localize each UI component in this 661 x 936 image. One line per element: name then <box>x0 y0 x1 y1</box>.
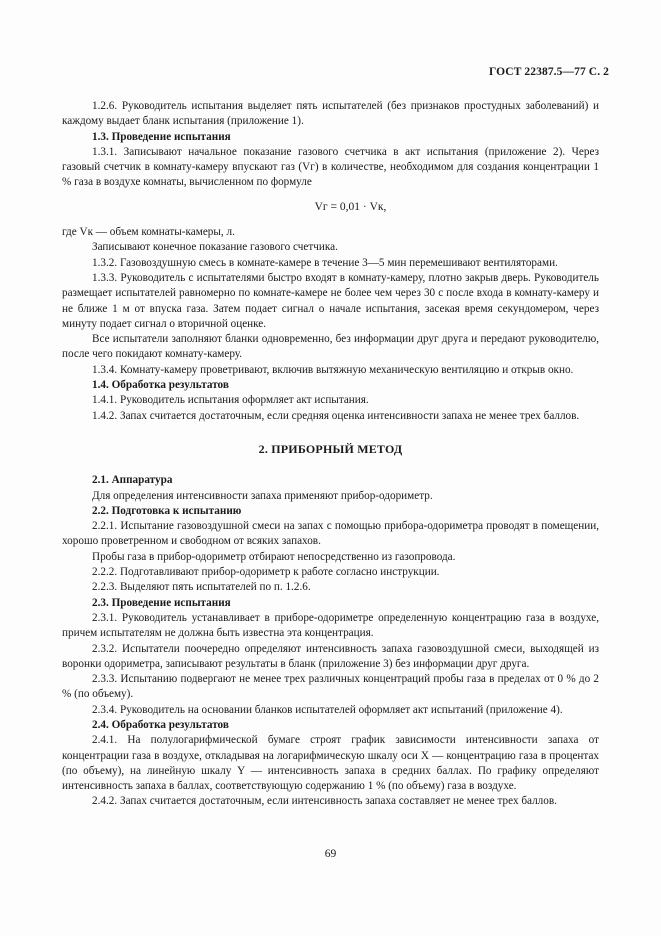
section-title: 2. ПРИБОРНЫЙ МЕТОД <box>258 441 403 456</box>
document-header: ГОСТ 22387.5—77 С. 2 <box>488 66 609 78</box>
paragraph: где Vк — объем комнаты-камеры, л. <box>62 226 235 239</box>
paragraph: 2.2.1. Испытание газовоздушной смеси на запах с помощью прибора-одориметра проводят в помещении, хорошо проветренном и свободном от всяких запахов. <box>62 520 599 548</box>
subsection-heading: 2.3. Проведение испытания <box>92 596 231 609</box>
paragraph: 1.4.1. Руководитель испытания оформляет акт испытания. <box>92 394 369 407</box>
paragraph: Все испытатели заполняют бланки одновременно, без информации друг друга и передают руководителю, после чего покидают комнату-камеру. <box>62 333 599 361</box>
paragraph: 2.2.3. Выделяют пять испытателей по п. 1.2.6. <box>92 581 311 594</box>
paragraph: 2.3.3. Испытанию подвергают не менее трех различных концентраций пробы газа в пределах от 0 % до 2 % (по объему). <box>62 673 599 701</box>
paragraph: 2.4.1. На полулогарифмической бумаге строят график зависимости интенсивности запаха от концентрации газа в воздухе, откладывая на логарифмическую шкалу оси X — концентрацию газа в процентах (по объему), на линейную шкалу Y — интенсивность запаха в средних баллах. По графику определяют интенсивность запаха в баллах, соответствующую содержанию 1 % (по объему) газа в воздухе. <box>62 734 599 793</box>
paragraph: Записывают конечное показание газового счетчика. <box>92 241 338 254</box>
paragraph: 1.3.4. Комнату-камеру проветривают, включив вытяжную механическую вентиляцию и открыв окно. <box>92 363 574 376</box>
paragraph: 1.3.2. Газовоздушную смесь в комнате-камере в течение 3—5 мин перемешивают вентиляторами. <box>92 256 558 269</box>
paragraph: Пробы газа в прибор-одориметр отбирают непосредственно из газопровода. <box>92 550 456 563</box>
paragraph: 2.3.1. Руководитель устанавливает в приборе-одориметре определенную концентрацию газа в воздухе, причем испытателям не должна быть известна эта концентрация. <box>62 611 599 640</box>
paragraph: 2.2.2. Подготавливают прибор-одориметр к работе согласно инструкции. <box>92 566 440 579</box>
page-number: 69 <box>324 848 337 860</box>
subsection-heading: 2.1. Аппаратура <box>92 474 173 487</box>
paragraph: 2.3.2. Испытатели поочередно определяют интенсивность запаха газовоздушной смеси, выходящей из воронки одориметра, записывают результаты в бланк (приложение 3) без информации друг друга. <box>62 642 599 670</box>
subsection-heading: 1.4. Обработка результатов <box>92 379 229 392</box>
paragraph: 2.4.2. Запах считается достаточным, если интенсивность запаха составляет не менее трех баллов. <box>92 795 557 808</box>
paragraph: 2.3.4. Руководитель на основании бланков испытателей оформляет акт испытаний (приложение 4). <box>92 703 563 716</box>
paragraph: 1.2.6. Руководитель испытания выделяет пять испытателей (без признаков простудных заболеваний) и каждому выдает бланк испытания (приложение 1). <box>62 100 599 128</box>
subsection-heading: 1.3. Проведение испытания <box>92 130 231 143</box>
paragraph: 1.3.3. Руководитель с испытателями быстро входят в комнату-камеру, плотно закрыв дверь. Руководитель размещает испытателей равномерно по комнате-камере не более чем через 30 с после входа в комнату-камеру и не ближе 1 м от впуска газа. Затем подает сигнал о начале испытания, засекая время секундомером, через минуту подает сигнал о вторичной оценке. <box>62 271 599 330</box>
subsection-heading: 2.4. Обработка результатов <box>92 718 229 731</box>
subsection-heading: 2.2. Подготовка к испытанию <box>92 504 242 517</box>
paragraph: 1.4.2. Запах считается достаточным, если средняя оценка интенсивности запаха не менее трех баллов. <box>92 409 580 422</box>
paragraph: 1.3.1. Записывают начальное показание газового счетчика в акт испытания (приложение 2). Через газовый счетчик в комнату-камеру впускают газ (Vг) в количестве, необходимом для создания концентрации 1 % газа в воздухе комнаты, вычисленном по формуле <box>62 145 599 189</box>
formula: Vг = 0,01 · Vк, <box>314 200 387 213</box>
document-body <box>62 99 599 810</box>
paragraph: Для определения интенсивности запаха применяют прибор-одориметр. <box>92 489 433 502</box>
